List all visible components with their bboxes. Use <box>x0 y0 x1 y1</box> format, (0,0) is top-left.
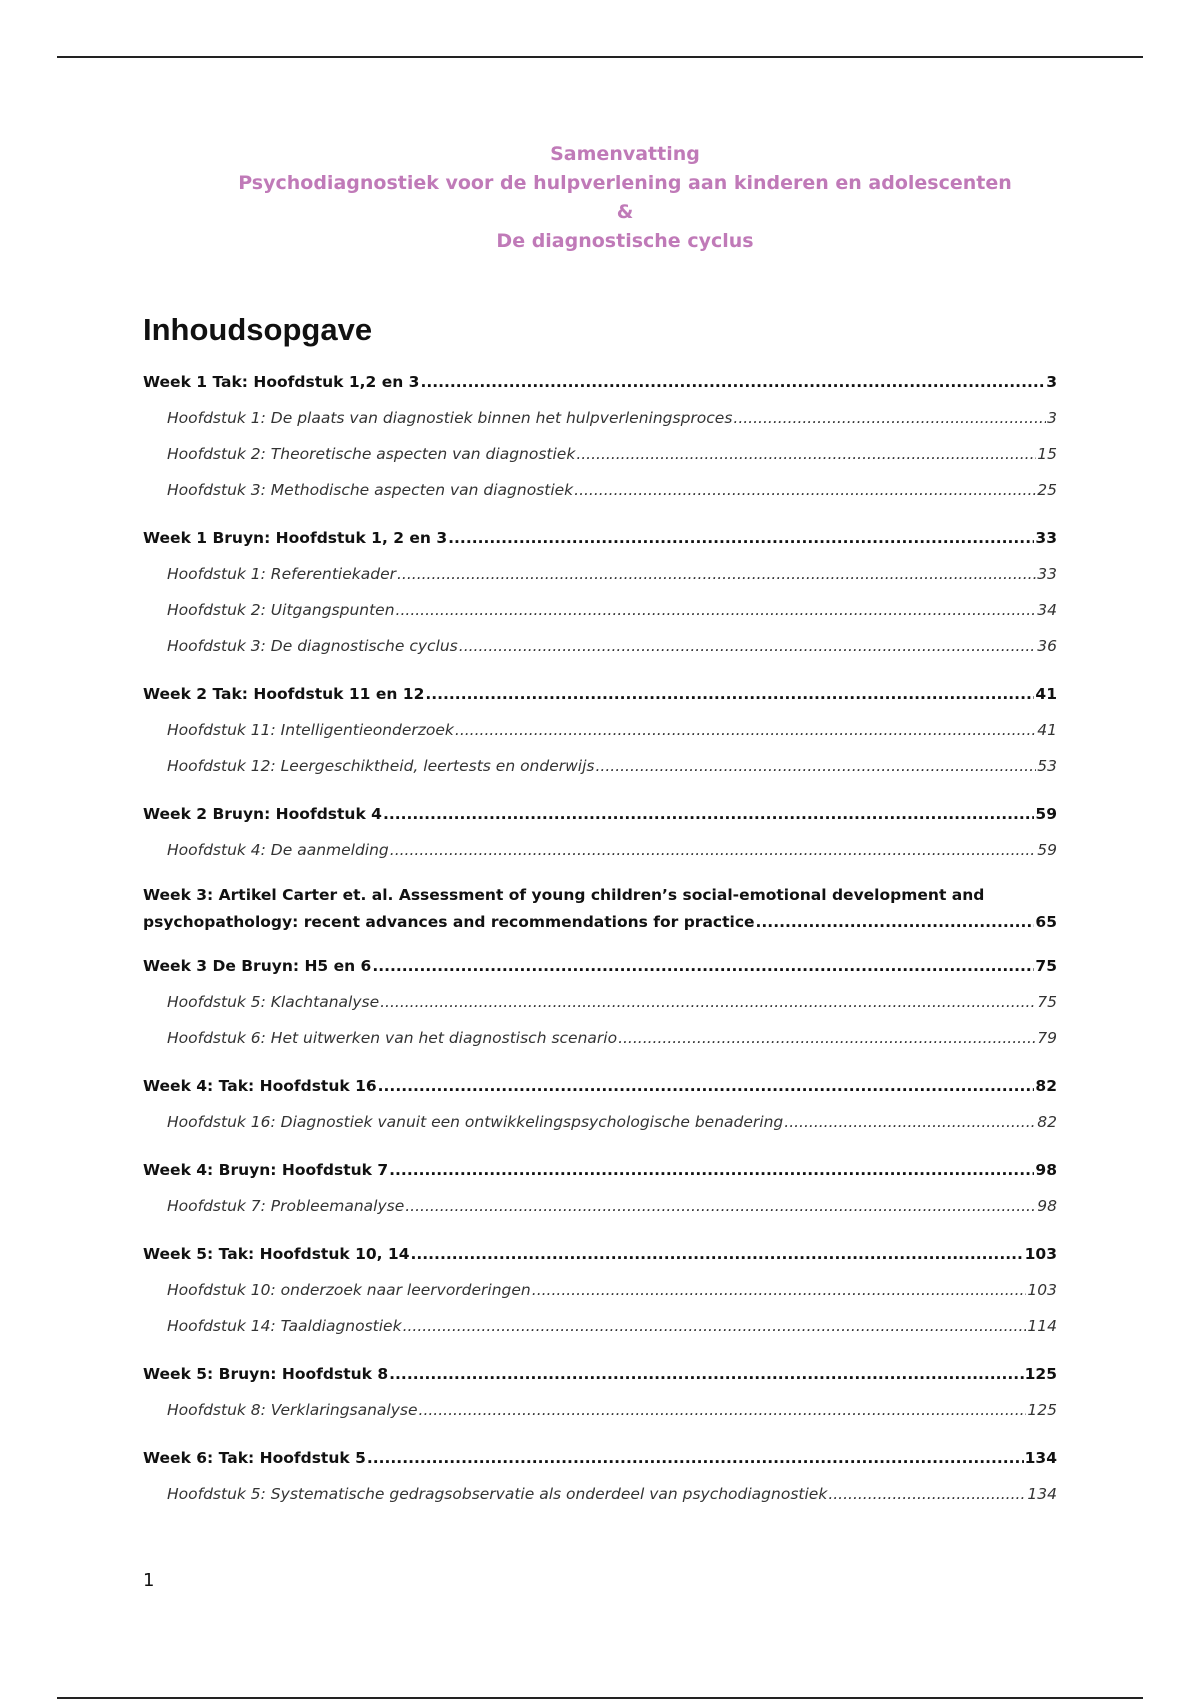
toc-entry-page: 15 <box>1037 445 1057 463</box>
dot-leader <box>576 436 1036 472</box>
title-line-4: De diagnostische cyclus <box>496 230 754 252</box>
toc-entry-title: Hoofdstuk 2: Uitgangspunten <box>167 601 395 619</box>
toc-section <box>143 1440 1057 1512</box>
toc-entry-page: 98 <box>1037 1197 1057 1215</box>
toc-entry-title: Hoofdstuk 2: Theoretische aspecten van diagnostiek <box>167 445 576 463</box>
toc-entry-title: Hoofdstuk 5: Klachtanalyse <box>167 993 380 1011</box>
toc-entry-page: 98 <box>1035 1161 1057 1179</box>
toc-entry-page: 103 <box>1027 1281 1057 1299</box>
toc-entry-week[interactable] <box>143 364 1057 400</box>
toc-entry-chapter[interactable] <box>143 472 1057 508</box>
toc-entry-chapter[interactable] <box>143 1476 1057 1512</box>
toc-entry-title: Hoofdstuk 10: onderzoek naar leervorderingen <box>167 1281 531 1299</box>
toc-entry-title: Week 1 Tak: Hoofdstuk 1,2 en 3 <box>143 373 420 391</box>
dot-leader <box>419 1392 1027 1428</box>
dot-leader <box>618 1020 1036 1056</box>
dot-leader <box>828 1476 1026 1512</box>
dot-leader <box>367 1440 1024 1476</box>
dot-leader <box>390 832 1036 868</box>
footer-rule <box>57 1697 1143 1699</box>
dot-leader <box>448 520 1034 556</box>
toc-entry-chapter[interactable] <box>143 1308 1057 1344</box>
table-of-contents <box>143 364 1057 1512</box>
toc-entry-page: 3 <box>1046 373 1057 391</box>
dot-leader <box>403 1308 1027 1344</box>
title-line-3: & <box>616 201 634 223</box>
toc-entry-title: Week 4: Bruyn: Hoofdstuk 7 <box>143 1161 389 1179</box>
toc-entry-page: 41 <box>1035 685 1057 703</box>
toc-entry-title: Hoofdstuk 12: Leergeschiktheid, leertests en onderwijs <box>167 757 595 775</box>
toc-section <box>143 1152 1057 1224</box>
dot-leader <box>532 1272 1027 1308</box>
toc-entry-title: Week 3 De Bruyn: H5 en 6 <box>143 957 372 975</box>
toc-entry-title: Hoofdstuk 7: Probleemanalyse <box>167 1197 405 1215</box>
toc-entry-chapter[interactable] <box>143 984 1057 1020</box>
toc-entry-title: Week 4: Tak: Hoofdstuk 16 <box>143 1077 377 1095</box>
toc-entry-page: 53 <box>1037 757 1057 775</box>
toc-entry-chapter[interactable] <box>143 832 1057 868</box>
toc-entry-page: 114 <box>1027 1317 1057 1335</box>
toc-entry-chapter[interactable] <box>143 436 1057 472</box>
toc-entry-page: 134 <box>1027 1485 1057 1503</box>
dot-leader <box>596 748 1037 784</box>
toc-entry-title: Hoofdstuk 14: Taaldiagnostiek <box>167 1317 402 1335</box>
dot-leader <box>389 1152 1034 1188</box>
toc-entry-page: 36 <box>1037 637 1057 655</box>
toc-entry-week[interactable] <box>143 676 1057 712</box>
toc-section <box>143 1068 1057 1140</box>
toc-entry-title-line-2: psychopathology: recent advances and recommendations for practice <box>143 913 755 931</box>
toc-entry-week[interactable] <box>143 880 1057 936</box>
toc-section <box>143 1356 1057 1428</box>
toc-entry-page: 75 <box>1035 957 1057 975</box>
toc-entry-line-2 <box>143 909 1057 936</box>
document-title <box>193 140 1057 256</box>
dot-leader <box>372 948 1034 984</box>
toc-heading: Inhoudsopgave <box>143 312 373 347</box>
toc-entry-week[interactable] <box>143 1236 1057 1272</box>
dot-leader <box>574 472 1036 508</box>
toc-entry-page: 34 <box>1037 601 1057 619</box>
toc-entry-page: 75 <box>1037 993 1057 1011</box>
toc-entry-chapter[interactable] <box>143 1392 1057 1428</box>
page-number: 1 <box>143 1570 155 1591</box>
dot-leader <box>405 1188 1036 1224</box>
toc-entry-title: Hoofdstuk 4: De aanmelding <box>167 841 389 859</box>
toc-entry-chapter[interactable] <box>143 592 1057 628</box>
toc-entry-title-line-1: Week 3: Artikel Carter et. al. Assessment of young children’s social-emotional development and <box>143 886 985 904</box>
dot-leader <box>455 712 1036 748</box>
toc-entry-title: Hoofdstuk 6: Het uitwerken van het diagnostisch scenario <box>167 1029 618 1047</box>
toc-entry-chapter[interactable] <box>143 712 1057 748</box>
toc-entry-title: Week 5: Tak: Hoofdstuk 10, 14 <box>143 1245 410 1263</box>
dot-leader <box>411 1236 1024 1272</box>
toc-entry-page: 33 <box>1035 529 1057 547</box>
dot-leader <box>756 909 1035 936</box>
toc-entry-chapter[interactable] <box>143 628 1057 664</box>
toc-entry-week[interactable] <box>143 520 1057 556</box>
toc-entry-title: Hoofdstuk 16: Diagnostiek vanuit een ontwikkelingspsychologische benadering <box>167 1113 784 1131</box>
toc-entry-page: 82 <box>1035 1077 1057 1095</box>
toc-entry-page: 65 <box>1035 913 1057 931</box>
toc-entry-title: Week 2 Bruyn: Hoofdstuk 4 <box>143 805 382 823</box>
toc-entry-page: 3 <box>1047 409 1057 427</box>
toc-entry-title: Hoofdstuk 1: De plaats van diagnostiek binnen het hulpverleningsproces <box>167 409 733 427</box>
toc-section <box>143 796 1057 868</box>
toc-entry-chapter[interactable] <box>143 1020 1057 1056</box>
toc-entry-page: 25 <box>1037 481 1057 499</box>
toc-entry-chapter[interactable] <box>143 556 1057 592</box>
toc-entry-chapter[interactable] <box>143 1188 1057 1224</box>
toc-entry-page: 41 <box>1037 721 1057 739</box>
toc-entry-page: 79 <box>1037 1029 1057 1047</box>
toc-entry-title: Hoofdstuk 5: Systematische gedragsobservatie als onderdeel van psychodiagnostiek <box>167 1485 828 1503</box>
toc-section <box>143 520 1057 664</box>
dot-leader <box>425 676 1034 712</box>
dot-leader <box>383 796 1034 832</box>
toc-entry-title: Week 1 Bruyn: Hoofdstuk 1, 2 en 3 <box>143 529 448 547</box>
toc-entry-week[interactable] <box>143 1356 1057 1392</box>
dot-leader <box>389 1356 1023 1392</box>
toc-section <box>143 676 1057 784</box>
dot-leader <box>420 364 1045 400</box>
toc-entry-week[interactable] <box>143 1068 1057 1104</box>
toc-entry-page: 125 <box>1027 1401 1057 1419</box>
toc-entry-chapter[interactable] <box>143 1272 1057 1308</box>
dot-leader <box>733 400 1046 436</box>
toc-entry-page: 82 <box>1037 1113 1057 1131</box>
title-line-2: Psychodiagnostiek voor de hulpverlening aan kinderen en adolescenten <box>238 172 1012 194</box>
header-rule <box>57 56 1143 58</box>
dot-leader <box>459 628 1037 664</box>
toc-section <box>143 880 1057 936</box>
dot-leader <box>396 592 1037 628</box>
dot-leader <box>380 984 1036 1020</box>
toc-entry-week[interactable] <box>143 1152 1057 1188</box>
toc-entry-page: 103 <box>1024 1245 1057 1263</box>
toc-entry-title: Hoofdstuk 8: Verklaringsanalyse <box>167 1401 418 1419</box>
toc-entry-chapter[interactable] <box>143 1104 1057 1140</box>
toc-section <box>143 1236 1057 1344</box>
toc-entry-title: Week 5: Bruyn: Hoofdstuk 8 <box>143 1365 389 1383</box>
dot-leader <box>378 1068 1035 1104</box>
toc-entry-week[interactable] <box>143 948 1057 984</box>
toc-entry-title: Hoofdstuk 3: Methodische aspecten van diagnostiek <box>167 481 574 499</box>
toc-entry-page: 134 <box>1024 1449 1057 1467</box>
toc-section <box>143 364 1057 508</box>
document-page <box>143 140 1057 1524</box>
toc-entry-chapter[interactable] <box>143 748 1057 784</box>
dot-leader <box>397 556 1036 592</box>
toc-entry-page: 33 <box>1037 565 1057 583</box>
toc-entry-title: Hoofdstuk 11: Intelligentieonderzoek <box>167 721 454 739</box>
toc-entry-week[interactable] <box>143 1440 1057 1476</box>
title-line-1: Samenvatting <box>550 143 700 165</box>
toc-entry-week[interactable] <box>143 796 1057 832</box>
toc-section <box>143 948 1057 1056</box>
toc-entry-chapter[interactable] <box>143 400 1057 436</box>
toc-entry-title: Hoofdstuk 1: Referentiekader <box>167 565 396 583</box>
toc-entry-title: Hoofdstuk 3: De diagnostische cyclus <box>167 637 458 655</box>
toc-entry-page: 59 <box>1037 841 1057 859</box>
toc-entry-page: 125 <box>1024 1365 1057 1383</box>
toc-entry-page: 59 <box>1035 805 1057 823</box>
toc-entry-title: Week 2 Tak: Hoofdstuk 11 en 12 <box>143 685 425 703</box>
toc-entry-title: Week 6: Tak: Hoofdstuk 5 <box>143 1449 366 1467</box>
dot-leader <box>784 1104 1036 1140</box>
